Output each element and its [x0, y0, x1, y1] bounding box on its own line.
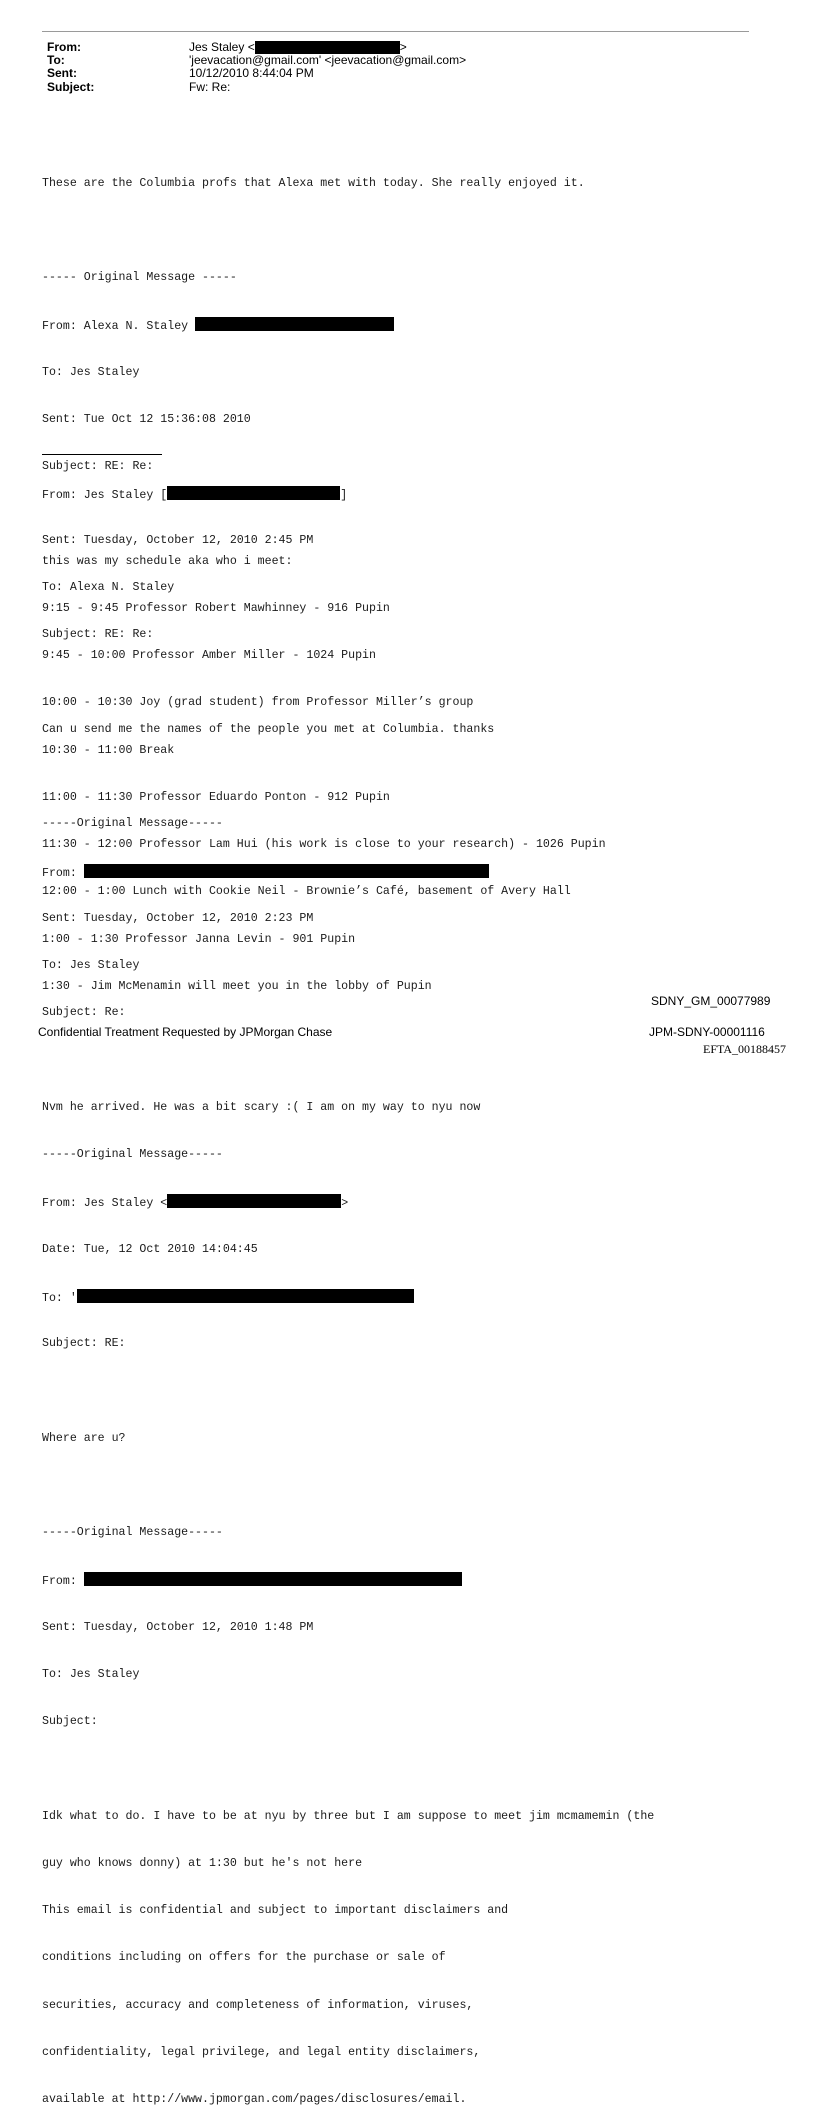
- header-from-close: >: [399, 40, 407, 54]
- disclaimer-line: available at http://www.jpmorgan.com/pages/disclosures/email.: [42, 2093, 467, 2106]
- email-header: [47, 41, 466, 94]
- schedule-line: this was my schedule aka who i meet:: [42, 554, 293, 568]
- msg1-sent: Sent: Tue Oct 12 15:36:08 2010: [42, 412, 251, 426]
- msg5-body-line: guy who knows donny) at 1:30 but he's not here: [42, 1856, 363, 1870]
- msg2-from: [42, 486, 654, 502]
- header-sent-row: [47, 67, 466, 80]
- msg3-sent: Sent: Tuesday, October 12, 2010 2:23 PM: [42, 911, 314, 925]
- msg5-to: To: Jes Staley: [42, 1667, 140, 1681]
- msg5-divider: -----Original Message-----: [42, 1526, 223, 1539]
- msg1-to: To: Jes Staley: [42, 365, 140, 379]
- schedule-line: 9:15 - 9:45 Professor Robert Mawhinney - 916 Pupin: [42, 601, 390, 615]
- header-to-label: To:: [47, 53, 65, 68]
- msg1-subject: Subject: RE: Re:: [42, 460, 154, 473]
- msg4-to-text: To: ': [42, 1291, 77, 1305]
- msg4-from-text: From: Jes Staley <: [42, 1197, 168, 1211]
- schedule-line: 10:00 - 10:30 Joy (grad student) from Professor Miller’s group: [42, 696, 474, 710]
- msg4-subject: Subject: RE:: [42, 1337, 126, 1350]
- msg3-body: Nvm he arrived. He was a bit scary :( I am on my way to nyu now: [42, 1100, 481, 1114]
- msg3-from: [42, 864, 654, 880]
- redaction-box: [167, 486, 340, 500]
- msg5-subject: Subject:: [42, 1715, 98, 1728]
- intro-text: These are the Columbia profs that Alexa met with today. She really enjoyed it.: [42, 176, 585, 190]
- confidential-notice: Confidential Treatment Requested by JPMorgan Chase: [38, 1025, 333, 1039]
- msg5-body-line: Idk what to do. I have to be at nyu by three but I am suppose to meet jim mcmamemin (the: [42, 1809, 655, 1823]
- msg5-from-text: From:: [42, 1575, 84, 1589]
- header-subject-label: Subject:: [47, 79, 95, 94]
- schedule-line: 1:30 - Jim McMenamin will meet you in the lobby of Pupin: [42, 979, 432, 993]
- redaction-box: [84, 864, 489, 878]
- msg4-from-close: >: [341, 1197, 349, 1211]
- msg1-divider: ----- Original Message -----: [42, 271, 237, 284]
- header-from-name: Jes Staley <: [189, 40, 255, 54]
- schedule-line: 10:30 - 11:00 Break: [42, 743, 175, 757]
- disclaimer-line: This email is confidential and subject to important disclaimers and: [42, 1904, 509, 1917]
- bates-sdny-stamp: SDNY_GM_00077989: [651, 994, 771, 1008]
- header-sent-label: Sent:: [47, 66, 77, 81]
- header-to-value: 'jeevacation@gmail.com' <jeevacation@gmail.com>: [189, 53, 467, 68]
- msg4-from: [42, 1194, 654, 1210]
- msg4-body: Where are u?: [42, 1431, 126, 1445]
- msg2-body: Can u send me the names of the people you met at Columbia. thanks: [42, 722, 495, 736]
- msg2-to: To: Alexa N. Staley: [42, 581, 175, 594]
- header-subject-row: [47, 81, 466, 94]
- efta-stamp: EFTA_00188457: [703, 1042, 787, 1056]
- msg3-from-text: From:: [42, 866, 84, 880]
- msg4-divider: -----Original Message-----: [42, 1148, 223, 1161]
- msg1-from: [42, 317, 606, 333]
- msg2-from-close: ]: [340, 488, 348, 502]
- msg4-date: Date: Tue, 12 Oct 2010 14:04:45: [42, 1242, 258, 1256]
- redaction-box: [77, 1289, 414, 1303]
- header-from-label: From:: [47, 40, 81, 54]
- schedule-line: 11:00 - 11:30 Professor Eduardo Ponton - 912 Pupin: [42, 790, 390, 804]
- msg5-from: [42, 1572, 654, 1588]
- header-subject-value: Fw: Re:: [189, 79, 231, 94]
- redaction-box: [167, 1194, 341, 1208]
- msg1-from-text: From: Alexa N. Staley: [42, 320, 196, 334]
- msg3-to: To: Jes Staley: [42, 959, 140, 972]
- msg3-divider: -----Original Message-----: [42, 817, 223, 831]
- msg2-block: [42, 454, 654, 2124]
- msg2-sent: Sent: Tuesday, October 12, 2010 2:45 PM: [42, 533, 314, 547]
- header-top-rule: [42, 31, 749, 32]
- msg4-to: [42, 1289, 654, 1305]
- schedule-line: 12:00 - 1:00 Lunch with Cookie Neil - Brownie’s Café, basement of Avery Hall: [42, 885, 571, 899]
- redaction-box: [195, 317, 394, 331]
- disclaimer-line: securities, accuracy and completeness of information, viruses,: [42, 1998, 474, 2012]
- redaction-box: [255, 41, 400, 54]
- disclaimer-line: confidentiality, legal privilege, and legal entity disclaimers,: [42, 2045, 481, 2059]
- msg2-from-text: From: Jes Staley [: [42, 488, 168, 502]
- msg3-subject: Subject: Re:: [42, 1006, 126, 1020]
- bates-jpm-stamp: JPM-SDNY-00001116: [649, 1025, 765, 1039]
- schedule-line: 9:45 - 10:00 Professor Amber Miller - 1024 Pupin: [42, 649, 376, 662]
- msg2-subject: Subject: RE: Re:: [42, 628, 154, 642]
- header-sent-value: 10/12/2010 8:44:04 PM: [189, 66, 314, 81]
- disclaimer-line: conditions including on offers for the purchase or sale of: [42, 1951, 446, 1965]
- msg5-sent: Sent: Tuesday, October 12, 2010 1:48 PM: [42, 1620, 314, 1634]
- schedule-line: 1:00 - 1:30 Professor Janna Levin - 901 Pupin: [42, 932, 356, 946]
- redaction-box: [84, 1572, 462, 1586]
- schedule-line: 11:30 - 12:00 Professor Lam Hui (his work is close to your research) - 1026 Pupin: [42, 838, 606, 851]
